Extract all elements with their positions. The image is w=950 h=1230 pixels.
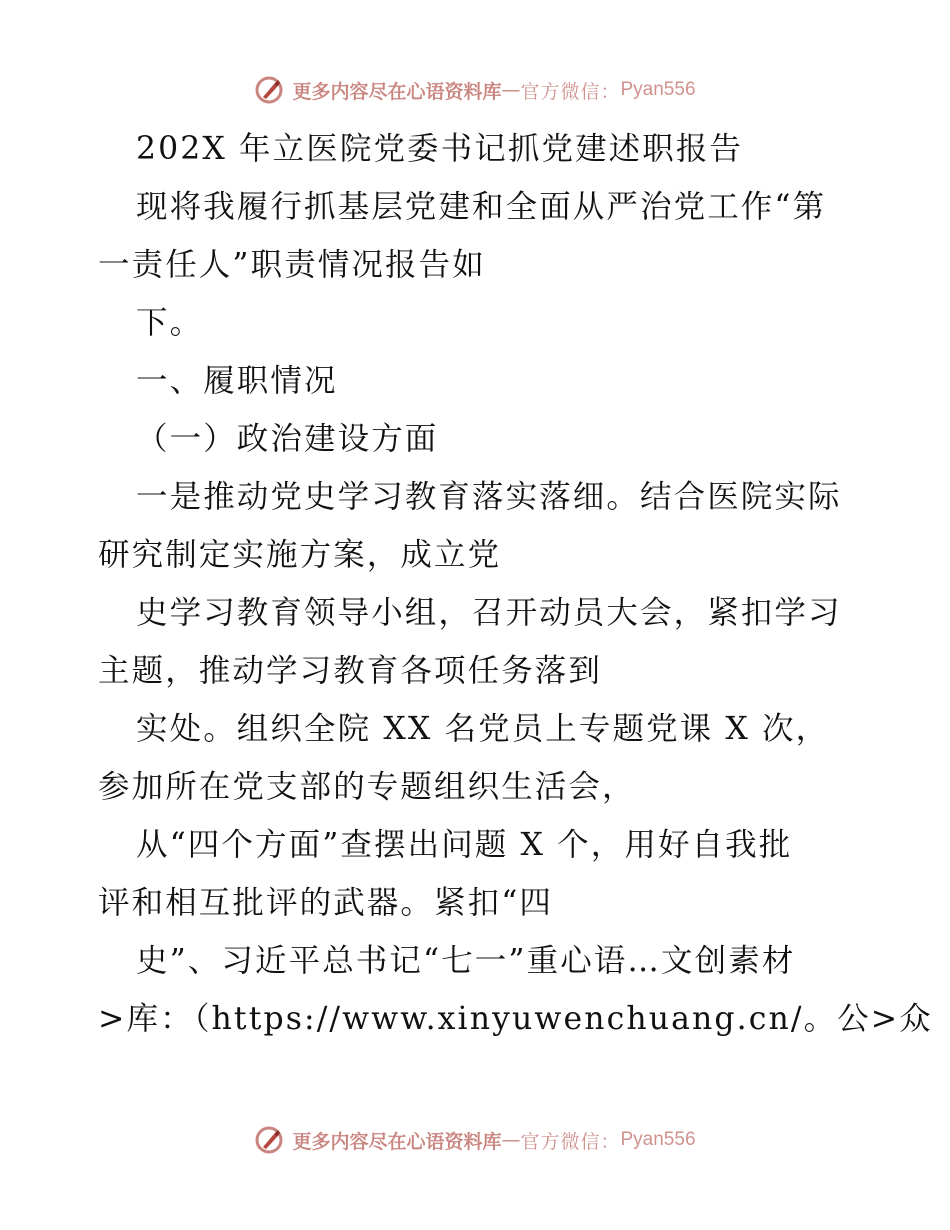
paragraph-line: 参加所在党支部的专题组织生活会，	[98, 769, 636, 805]
watermark-main-text: 更多内容尽在心语资料库	[292, 80, 502, 103]
document-body	[98, 120, 933, 1048]
paragraph-line: 现将我履行抓基层党建和全面从严治党工作“第	[136, 189, 827, 225]
section-heading: 一、履职情况	[136, 363, 338, 399]
watermark-separator: —	[501, 1129, 521, 1151]
pen-circle-logo-icon	[254, 75, 284, 105]
watermark-wechat-id: Pyan556	[620, 79, 696, 100]
subsection-heading: （一）政治建设方面	[136, 421, 439, 457]
paragraph-line: 史学习教育领导小组，召开动员大会，紧扣学习	[136, 595, 842, 631]
watermark-main-text: 更多内容尽在心语资料库	[292, 1130, 502, 1153]
paragraph-line: 研究制定实施方案，成立党	[98, 537, 502, 573]
paragraph-line: 一责任人”职责情况报告如	[98, 247, 486, 283]
paragraph-line: 一是推动党史学习教育落实落细。结合医院实际	[136, 479, 842, 515]
watermark-separator: —	[501, 79, 521, 101]
paragraph-line: >库：（https://www.xinyuwenchuang.cn/。公>众	[98, 1001, 933, 1037]
document-title: 202X 年立医院党委书记抓党建述职报告	[136, 131, 744, 167]
paragraph-line: 从“四个方面”查摆出问题 X 个，用好自我批	[136, 827, 793, 863]
footer-watermark	[0, 1120, 950, 1160]
paragraph-line: 评和相互批评的武器。紧扣“四	[98, 885, 554, 921]
pen-circle-logo-icon	[254, 1125, 284, 1155]
paragraph-line: 主题，推动学习教育各项任务落到	[98, 653, 603, 689]
paragraph-line: 下。	[136, 305, 204, 341]
watermark-wechat-label: 官方微信：	[520, 80, 621, 103]
paragraph-line: 史”、习近平总书记“七一”重心语…文创素材	[136, 943, 796, 979]
watermark-wechat-id: Pyan556	[620, 1129, 696, 1150]
header-watermark	[0, 70, 950, 110]
watermark-wechat-label: 官方微信：	[520, 1130, 621, 1153]
paragraph-line: 实处。组织全院 XX 名党员上专题党课 X 次，	[136, 711, 830, 747]
